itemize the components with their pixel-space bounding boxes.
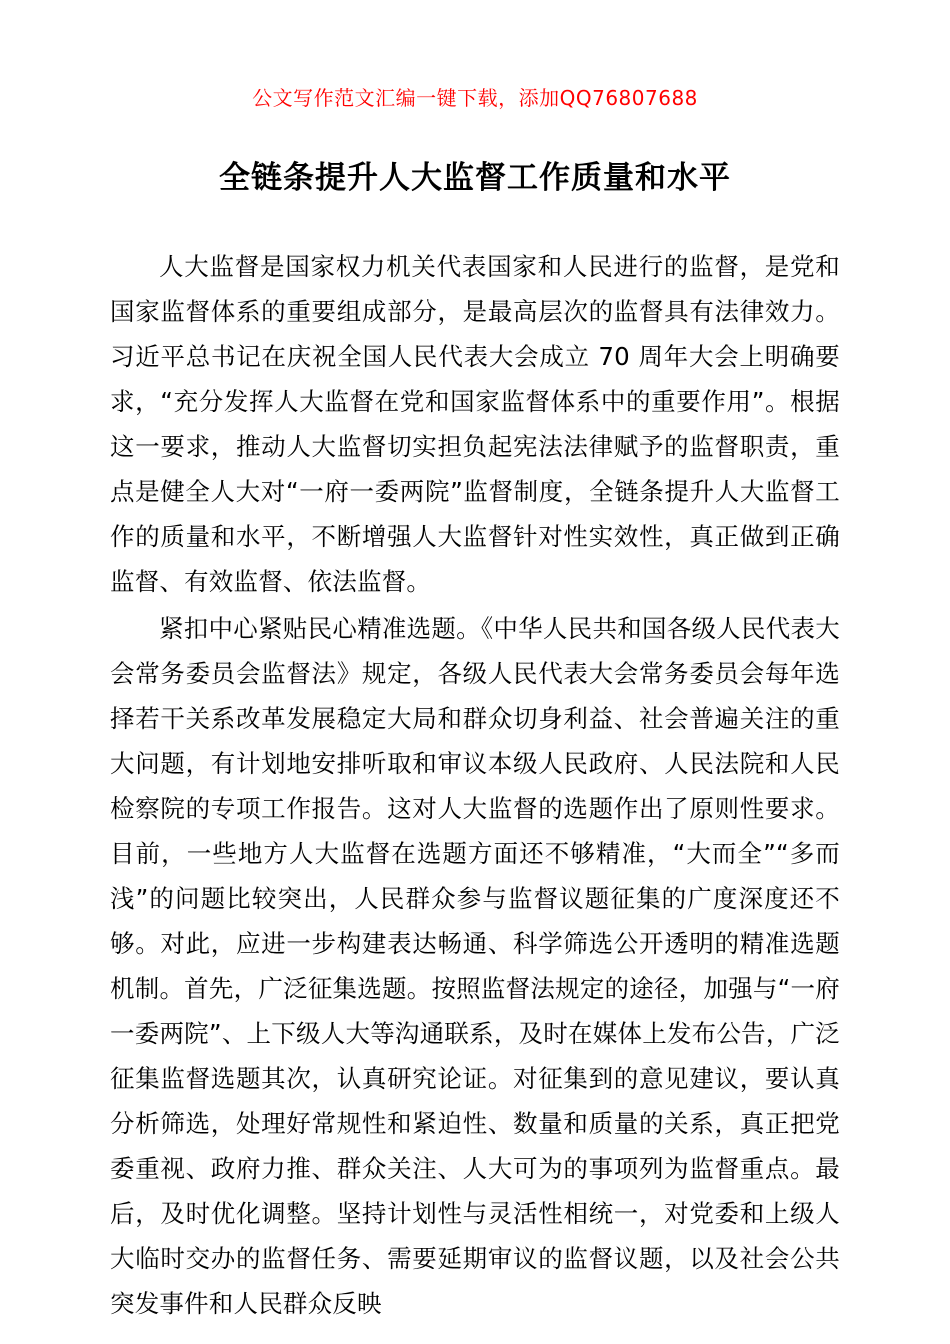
paragraph: 紧扣中心紧贴民心精准选题。《中华人民共和国各级人民代表大会常务委员会监督法》规定，各级人民代表大会常务委员会每年选择若干关系改革发展稳定大局和群众切身利益、社会普遍关注的重大问题，有计划地安排听取和审议本级人民政府、人民法院和人民检察院的专项工作报告。这对人大监督的选题作出了原则性要求。目前，一些地方人大监督在选题方面还不够精准，“大而全”“多而浅”的问题比较突出，人民群众参与监督议题征集的广度深度还不够。对此，应进一步构建表达畅通、科学筛选公开透明的精准选题机制。首先，广泛征集选题。按照监督法规定的途径，加强与“一府一委两院”、上下级人大等沟通联系，及时在媒体上发布公告，广泛征集监督选题其次，认真研究论证。对征集到的意见建议，要认真分析筛选，处理好常规性和紧迫性、数量和质量的关系，真正把党委重视、政府力推、群众关注、人大可为的事项列为监督重点。最后，及时优化调整。坚持计划性与灵活性相统一，对党委和上级人大临时交办的监督任务、需要延期审议的监督议题，以及社会公共突发事件和人民群众反映 [110, 614, 840, 1319]
watermark-text: 公文写作范文汇编一键下载，添加QQ76807688 [252, 86, 698, 110]
document-body [110, 244, 840, 1326]
page-title: 全链条提升人大监督工作质量和水平 [219, 160, 731, 196]
paragraph: 人大监督是国家权力机关代表国家和人民进行的监督，是党和国家监督体系的重要组成部分，是最高层次的监督具有法律效力。习近平总书记在庆祝全国人民代表大会成立 70 周年大会上明确要求，“充分发挥人大监督在党和国家监督体系中的重要作用”。根据这一要求，推动人大监督切实担负起宪法法律赋予的监督职责，重点是健全人大对“一府一委两院”监督制度，全链条提升人大监督工作的质量和水平，不断增强人大监督针对性实效性，真正做到正确监督、有效监督、依法监督。 [110, 252, 840, 597]
